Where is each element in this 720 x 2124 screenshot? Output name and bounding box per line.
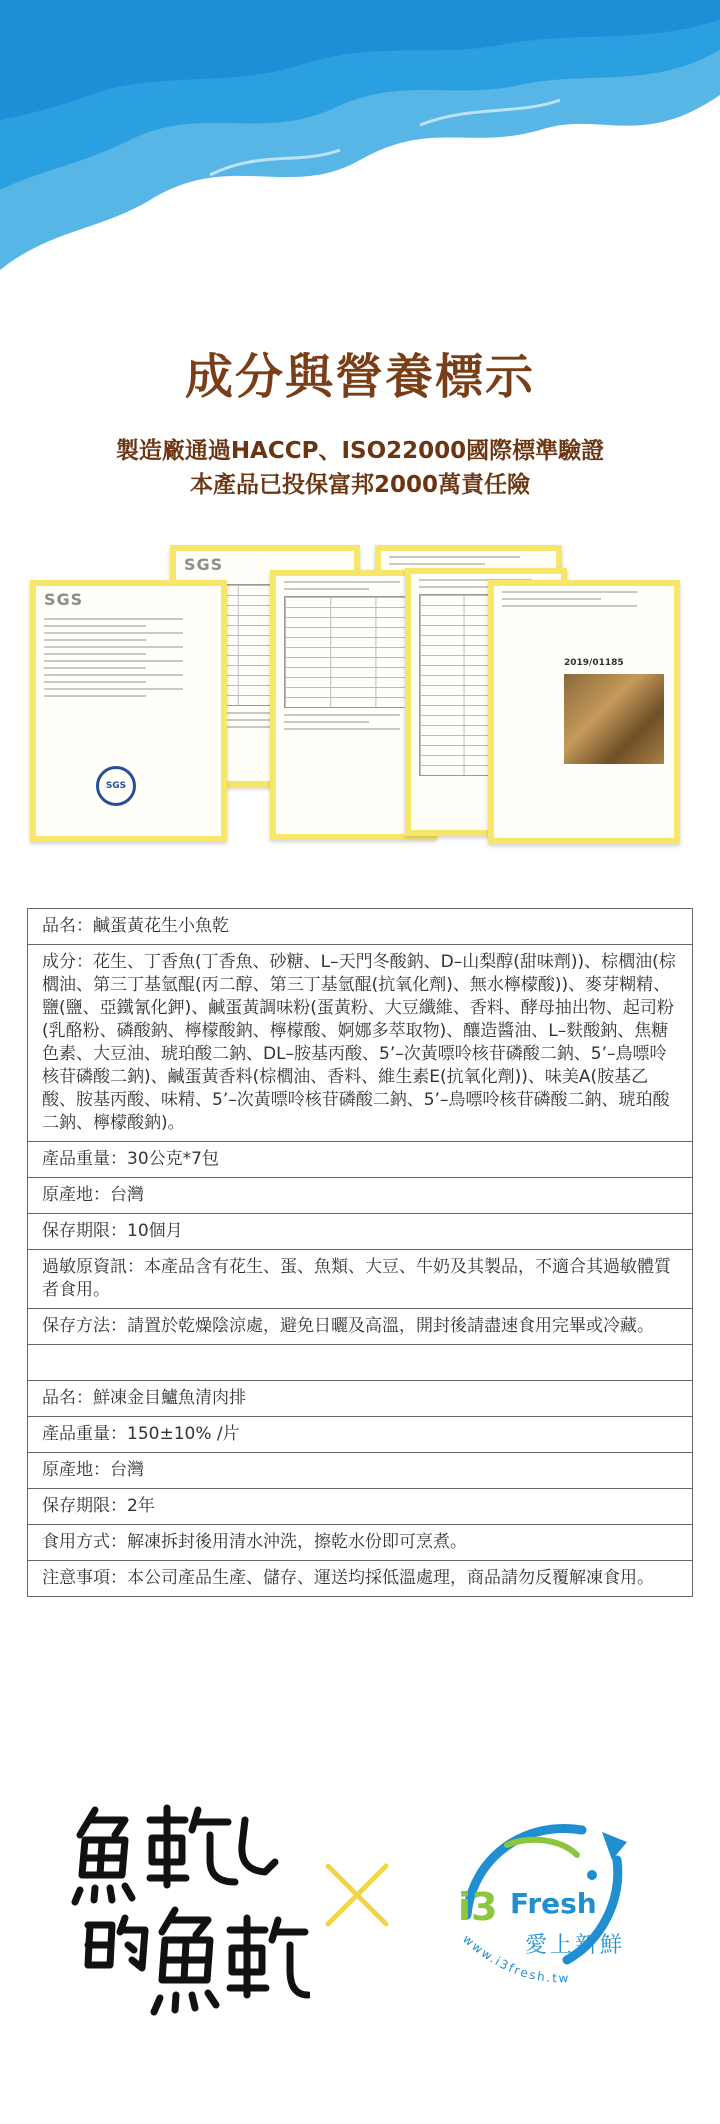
table-row: 成分：花生、丁香魚(丁香魚、砂糖、L–天門冬酸鈉、D–山梨醇(甜味劑))、棕櫚油(棕櫚油、第三丁基氫醌(丙二醇、第三丁基氫醌(抗氧化劑)、無水檸檬酸))、麥芽糊精、鹽(鹽、亞鐵氰化鉀)、鹹蛋黃調味粉(蛋黃粉、大豆纖維、香料、酵母抽出物、起司粉(乳酪粉、磷酸鈉、檸檬酸鈉、檸檬酸、婀娜多萃取物)、釀造醬油、L–麩酸鈉、焦糖色素、大豆油、琥珀酸二鈉、DL–胺基丙酸、5’–次黃嘌呤核苷磷酸二鈉、5’–鳥嘌呤核苷磷酸二鈉)、鹹蛋黃香料(棕櫚油、香料、維生素E(抗氧化劑))、味美A(胺基乙酸、胺基丙酸、味精、5’–次黃嘌呤核苷磷酸二鈉、5’–鳥嘌呤核苷磷酸二鈉、琥珀酸二鈉、檸檬酸鈉)。 <box>28 945 692 1142</box>
table-row: 保存期限：2年 <box>28 1489 692 1525</box>
brand-i3-text: i3 <box>458 1885 498 1929</box>
table-row: 品名：鮮凍金目鱸魚清肉排 <box>28 1381 692 1417</box>
fish-jerky-brand-logo <box>70 1790 310 2040</box>
sgs-logo: SGS <box>184 555 224 574</box>
certificate-document <box>488 580 680 844</box>
table-row: 過敏原資訊：本產品含有花生、蛋、魚類、大豆、牛奶及其製品，不適合其過敏體質者食用。 <box>28 1250 692 1309</box>
svg-text:www.i3fresh.tw <box>460 1932 570 1985</box>
brand-url-text: www.i3fresh.tw <box>460 1931 571 1986</box>
certification-text: 製造廠通過HACCP、ISO22000國際標準驗證 <box>115 438 605 464</box>
sgs-logo: SGS <box>44 590 84 609</box>
table-row: 產品重量：150±10% /片 <box>28 1417 692 1453</box>
table-row: 食用方式：解凍拆封後用清水沖洗，擦乾水份即可烹煮。 <box>28 1525 692 1561</box>
certificate-document <box>30 580 227 842</box>
insurance-text: 本產品已投保富邦2000萬責任險 <box>189 472 530 498</box>
product-photo <box>564 674 664 764</box>
brand-url-arc <box>452 1900 632 2010</box>
brand-chinese-text: 愛上新鮮 <box>525 1933 626 1958</box>
certificate-collage <box>30 540 690 850</box>
brand-fresh-text: Fresh <box>510 1887 597 1920</box>
table-row: 原產地：台灣 <box>28 1453 692 1489</box>
photo-date-label: 2019/01185 <box>564 658 624 668</box>
table-row-spacer <box>28 1345 692 1381</box>
page-title: 成分與營養標示 <box>184 349 535 405</box>
top-wave-decoration <box>0 0 720 300</box>
table-row: 保存方法：請置於乾燥陰涼處，避免日曬及高溫，開封後請盡速食用完畢或冷藏。 <box>28 1309 692 1345</box>
table-row: 品名：鹹蛋黃花生小魚乾 <box>28 909 692 945</box>
table-row: 注意事項：本公司產品生產、儲存、運送均採低溫處理，商品請勿反覆解凍食用。 <box>28 1561 692 1597</box>
product-info-table <box>27 908 693 1597</box>
table-row: 原產地：台灣 <box>28 1178 692 1214</box>
table-row: 產品重量：30公克*7包 <box>28 1142 692 1178</box>
table-row: 保存期限：10個月 <box>28 1214 692 1250</box>
collaboration-cross-icon <box>322 1860 392 1930</box>
sgs-seal-icon: SGS <box>96 766 136 806</box>
